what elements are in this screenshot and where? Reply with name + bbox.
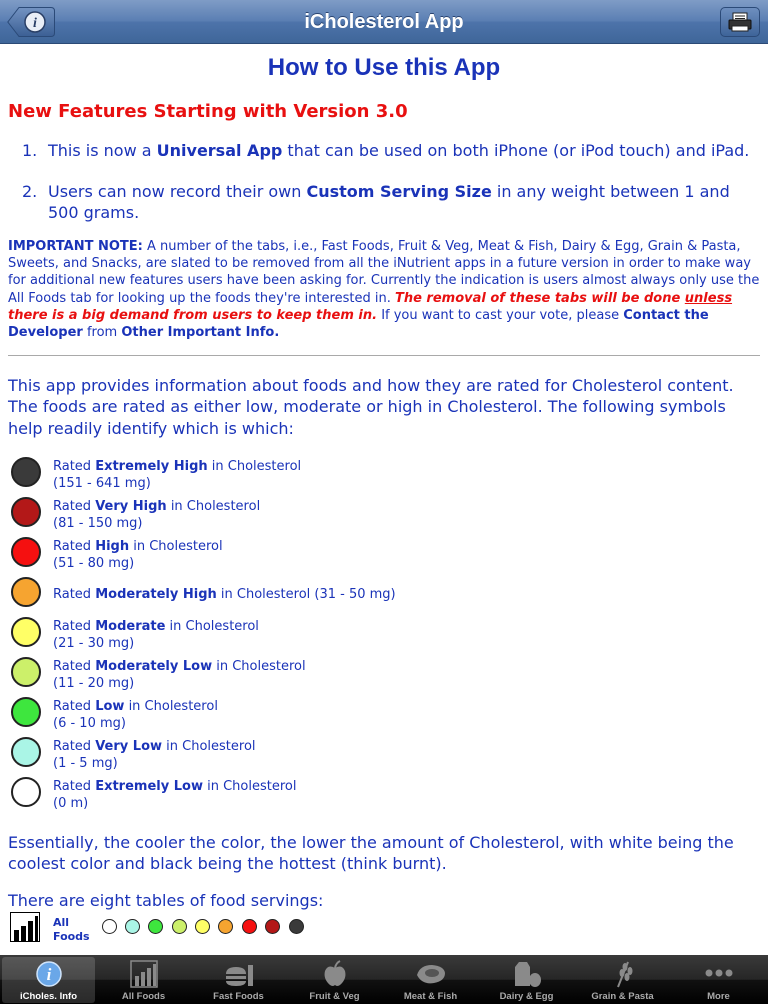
mini-symbol [289,919,304,934]
tab-more[interactable] [672,957,765,1003]
print-icon [721,8,759,36]
text-span: Rated [53,739,96,754]
text-span: Rated [53,499,96,514]
warning-text: The removal of these tabs will be done [394,290,685,306]
divider [8,355,760,356]
tab-label: Grain & Pasta [591,991,654,1002]
bold-text: Moderately Low [95,659,213,674]
text-span: Rated [53,779,96,794]
intro-paragraph: This app provides information about foods and how they are rated for Cholesterol content. The foods are rated as either low, moderate or high in Cholesterol. The following symbols help readily identify which is which: [8,376,734,438]
bar-chart-icon [129,959,159,989]
bold-text: Moderate [95,619,166,634]
tab-fast-foods[interactable] [192,957,285,1003]
symbol-very-low [11,737,41,767]
apple-icon [320,959,350,989]
text-span: in Cholesterol [165,619,259,634]
symbol-moderately-low [11,657,41,687]
tab-label: iCholes. Info [20,991,77,1002]
range-text: (21 - 30 mg) [53,636,135,651]
tab-label: Fruit & Veg [309,991,360,1002]
text-span: Rated [53,659,96,674]
text-span: in Cholesterol [166,499,261,514]
tab-label: All Foods [121,991,166,1002]
symbol-label [53,738,256,772]
symbol-label [53,618,259,652]
info-icon [34,959,64,989]
contact-developer-link[interactable]: Contact the Developer [8,307,709,341]
mini-symbol [242,919,257,934]
list-text [48,181,758,223]
text-span: Rated [53,587,96,602]
text-span: Rated [53,459,96,474]
symbol-label [53,698,218,732]
list-text [48,140,758,161]
text-span: in Cholesterol [129,539,223,554]
tab-dairy-egg[interactable] [480,957,573,1003]
range-text: (0 m) [53,796,89,811]
warning-text-2: there is a big demand from users to keep them in. [8,307,378,323]
range-text: (151 - 641 mg) [53,476,151,491]
bold-text: Extremely Low [95,779,203,794]
text-span: that can be used on both iPhone (or iPod touch) and iPad. [282,141,750,160]
nav-title: iCholesterol App [304,11,464,33]
range-text: (1 - 5 mg) [53,756,118,771]
tab-label: Meat & Fish [403,991,458,1002]
bold-text: Moderately High [95,587,217,602]
milk-egg-icon [510,959,544,989]
text-span: Users can now record their own [48,182,307,201]
symbol-label [53,586,396,603]
symbol-label [53,778,296,812]
tab-bar [0,955,768,1004]
all-foods-label[interactable] [53,916,90,944]
symbol-very-high [11,497,41,527]
wheat-icon [608,959,638,989]
mini-symbol [265,919,280,934]
range-text: (51 - 80 mg) [53,556,135,571]
tab-fruit-veg[interactable] [288,957,381,1003]
tables-heading: There are eight tables of food servings: [8,891,324,910]
mini-symbol [148,919,163,934]
mini-symbol [218,919,233,934]
steak-icon [414,959,448,989]
text-span: All [53,916,70,929]
bold-text: High [95,539,130,554]
mini-symbol [195,919,210,934]
tab-all-foods[interactable] [97,957,190,1003]
text-span: Rated [53,619,96,634]
bold-text: Universal App [156,141,283,160]
text-span: in Cholesterol [207,459,302,474]
other-info-link[interactable]: Other Important Info. [121,325,280,341]
symbol-high [11,537,41,567]
bold-text: Low [95,699,125,714]
range-text: (11 - 20 mg) [53,676,135,691]
symbol-low [11,697,41,727]
text-span: in Cholesterol [212,659,306,674]
note-text-3: from [82,325,122,341]
range-text: (6 - 10 mg) [53,716,126,731]
symbol-extremely-high [11,457,41,487]
tab-label: Fast Foods [213,991,264,1002]
note-text: A number of the tabs, i.e., Fast Foods, Fruit & Veg, Meat & Fish, Dairy & Egg, Grain & Pasta, Sweets, and Snacks, are slated to be removed from all the iNutrient apps in a future version in order to make way for additional new features users have been asking for. Currently the indication is users almost always only use the All Foods tab for looking up the foods they're interested in. [8,239,760,306]
symbol-label [53,498,260,532]
mini-symbol [125,919,140,934]
closing-paragraph: Essentially, the cooler the color, the lower the amount of Cholesterol, with white being the coolest color and black being the hottest (think burnt). [8,833,734,874]
burger-icon [222,959,256,989]
important-note [8,238,762,341]
symbol-label [53,538,223,572]
symbol-moderate [11,617,41,647]
mini-symbol [102,919,117,934]
tab-meat-fish[interactable] [384,957,477,1003]
content-area[interactable] [0,45,768,955]
tab-label: Dairy & Egg [499,991,554,1002]
text-span: in any weight between 1 and 500 grams. [48,182,730,222]
tab-label: More [707,991,730,1002]
page-title: How to Use this App [267,54,501,81]
note-text-2: If you want to cast your vote, please [377,307,624,323]
mini-symbol [172,919,187,934]
bold-text: Very Low [95,739,163,754]
note-label: IMPORTANT NOTE: [8,239,143,254]
text-span: Rated [53,539,96,554]
bold-text: Very High [95,499,167,514]
text-span: in Cholesterol [202,779,297,794]
all-foods-bar-chart-icon [10,912,40,942]
symbol-extremely-low [11,777,41,807]
text-span: Rated [53,699,96,714]
symbol-moderately-high [11,577,41,607]
unless-text: unless [684,290,733,306]
text-span: This is now a [48,141,157,160]
text-span: in Cholesterol [124,699,218,714]
list-number: 2. [22,182,38,201]
symbol-label [53,458,301,492]
bold-text: Custom Serving Size [306,182,492,201]
navigation-bar [0,0,768,44]
tab-grain-pasta[interactable] [576,957,669,1003]
text-span: in Cholesterol [162,739,256,754]
text-span: in Cholesterol (31 - 50 mg) [216,587,396,602]
svg-text:i: i [33,16,37,31]
svg-text:i: i [46,965,51,984]
new-features-heading: New Features Starting with Version 3.0 [8,101,408,122]
more-icon [702,959,736,989]
text-span: Foods [53,930,90,943]
bold-text: Extremely High [95,459,208,474]
range-text: (81 - 150 mg) [53,516,143,531]
symbol-label [53,658,306,692]
print-button[interactable] [720,7,760,37]
tab-icholes-info[interactable] [2,957,95,1003]
list-number: 1. [22,141,38,160]
